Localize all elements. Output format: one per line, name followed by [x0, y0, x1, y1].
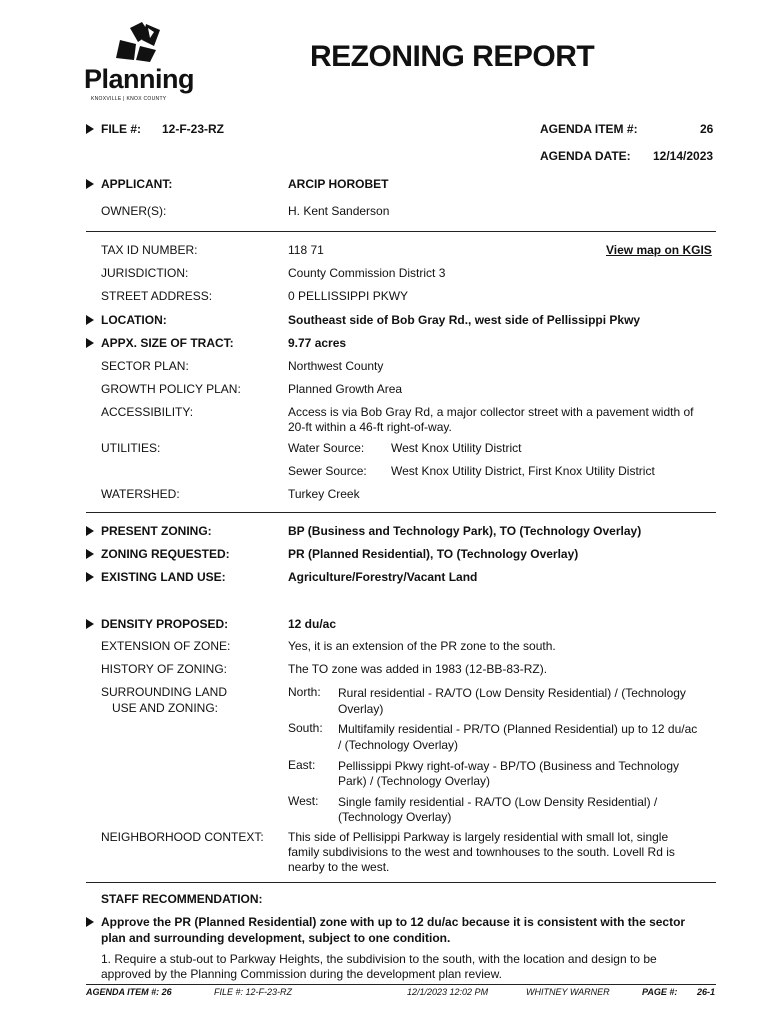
- neighborhood-context-line-3: nearby to the west.: [288, 860, 390, 874]
- watershed-label: WATERSHED:: [101, 487, 180, 501]
- present-zoning-arrow-icon: [86, 526, 94, 536]
- sector-plan-label: SECTOR PLAN:: [101, 359, 189, 373]
- recommendation-line-2: plan and surrounding development, subject to one condition.: [101, 931, 451, 945]
- west-line-2: (Technology Overlay): [338, 810, 452, 824]
- footer-page-value: 26-1: [697, 987, 716, 997]
- existing-land-use-label: EXISTING LAND USE:: [101, 570, 226, 584]
- sewer-source-value: West Knox Utility District, First Knox Utility District: [391, 464, 655, 478]
- tax-id-label: TAX ID NUMBER:: [101, 243, 198, 257]
- neighborhood-context-line-1: This side of Pellisippi Parkway is largely residential with small lot, single: [288, 830, 669, 844]
- north-line-1: Rural residential - RA/TO (Low Density Residential) / (Technology: [338, 686, 686, 700]
- footer-file: FILE #: 12-F-23-RZ: [214, 987, 293, 997]
- footer-page-label: PAGE #:: [642, 987, 678, 997]
- planning-logo-mark-icon: [110, 20, 170, 64]
- west-label: West:: [288, 794, 319, 808]
- tax-id-value: 118 71: [288, 243, 324, 257]
- density-proposed-arrow-icon: [86, 619, 94, 629]
- footer-divider: [86, 984, 716, 985]
- file-value: 12-F-23-RZ: [162, 122, 225, 136]
- water-source-label: Water Source:: [288, 441, 365, 455]
- tract-size-arrow-icon: [86, 338, 94, 348]
- extension-of-zone-label: EXTENSION OF ZONE:: [101, 639, 231, 653]
- sewer-source-label: Sewer Source:: [288, 464, 367, 478]
- footer-agenda-item: AGENDA ITEM #: 26: [86, 987, 172, 997]
- accessibility-line-2: 20-ft within a 46-ft right-of-way.: [288, 420, 452, 434]
- watershed-value: Turkey Creek: [288, 487, 360, 501]
- condition-line-2: approved by the Planning Commission during the development plan review.: [101, 967, 502, 981]
- accessibility-line-1: Access is via Bob Gray Rd, a major collector street with a pavement width of: [288, 405, 694, 419]
- applicant-value: ARCIP HOROBET: [288, 177, 389, 191]
- density-proposed-value: 12 du/ac: [288, 617, 337, 631]
- divider: [86, 231, 716, 232]
- jurisdiction-value: County Commission District 3: [288, 266, 446, 280]
- location-value: Southeast side of Bob Gray Rd., west side of Pellissippi Pkwy: [288, 313, 641, 327]
- street-address-value: 0 PELLISSIPPI PKWY: [288, 289, 409, 303]
- surrounding-label-line-2: USE AND ZONING:: [112, 701, 219, 715]
- existing-land-use-arrow-icon: [86, 572, 94, 582]
- file-arrow-icon: [86, 124, 94, 134]
- condition-line-1: 1. Require a stub-out to Parkway Heights, the subdivision to the south, with the location and design to be: [101, 952, 657, 966]
- density-proposed-label: DENSITY PROPOSED:: [101, 617, 229, 631]
- report-title: REZONING REPORT: [310, 40, 595, 73]
- sector-plan-value: Northwest County: [288, 359, 384, 373]
- agenda-date-label: AGENDA DATE:: [540, 149, 631, 163]
- footer-timestamp: 12/1/2023 12:02 PM: [407, 987, 489, 997]
- divider: [86, 512, 716, 513]
- north-line-2: Overlay): [338, 702, 384, 716]
- accessibility-label: ACCESSIBILITY:: [101, 405, 194, 419]
- agenda-item-label: AGENDA ITEM #:: [540, 122, 638, 136]
- present-zoning-value: BP (Business and Technology Park), TO (Technology Overlay): [288, 524, 642, 538]
- planning-logo: [84, 20, 194, 102]
- location-label: LOCATION:: [101, 313, 167, 327]
- west-line-1: Single family residential - RA/TO (Low Density Residential) /: [338, 795, 658, 809]
- history-of-zoning-label: HISTORY OF ZONING:: [101, 662, 228, 676]
- extension-of-zone-value: Yes, it is an extension of the PR zone to the south.: [288, 639, 556, 653]
- jurisdiction-label: JURISDICTION:: [101, 266, 189, 280]
- tract-size-label: APPX. SIZE OF TRACT:: [101, 336, 234, 350]
- south-line-1: Multifamily residential - PR/TO (Planned Residential) up to 12 du/ac: [338, 722, 698, 736]
- tract-size-value: 9.77 acres: [288, 336, 347, 350]
- applicant-label: APPLICANT:: [101, 177, 173, 191]
- utilities-label: UTILITIES:: [101, 441, 161, 455]
- history-of-zoning-value: The TO zone was added in 1983 (12-BB-83-RZ).: [288, 662, 548, 676]
- growth-policy-label: GROWTH POLICY PLAN:: [101, 382, 241, 396]
- staff-recommendation-heading: STAFF RECOMMENDATION:: [101, 892, 263, 906]
- view-map-link[interactable]: View map on KGIS: [606, 243, 712, 257]
- south-label: South:: [288, 721, 323, 735]
- divider: [86, 882, 716, 883]
- east-label: East:: [288, 758, 316, 772]
- file-label: FILE #:: [101, 122, 142, 136]
- surrounding-label-line-1: SURROUNDING LAND: [101, 685, 228, 699]
- agenda-date-value: 12/14/2023: [653, 149, 714, 163]
- east-line-1: Pellissippi Pkwy right-of-way - BP/TO (Business and Technology: [338, 759, 680, 773]
- zoning-requested-label: ZONING REQUESTED:: [101, 547, 230, 561]
- existing-land-use-value: Agriculture/Forestry/Vacant Land: [288, 570, 478, 584]
- recommendation-arrow-icon: [86, 917, 94, 927]
- footer-author: WHITNEY WARNER: [526, 987, 610, 997]
- south-line-2: / (Technology Overlay): [338, 738, 459, 752]
- zoning-requested-arrow-icon: [86, 549, 94, 559]
- logo-tagline: KNOXVILLE | KNOX COUNTY: [91, 96, 167, 102]
- growth-policy-value: Planned Growth Area: [288, 382, 403, 396]
- street-address-label: STREET ADDRESS:: [101, 289, 213, 303]
- applicant-arrow-icon: [86, 179, 94, 189]
- neighborhood-context-label: NEIGHBORHOOD CONTEXT:: [101, 830, 264, 844]
- owner-value: H. Kent Sanderson: [288, 204, 390, 218]
- north-label: North:: [288, 685, 321, 699]
- recommendation-line-1: Approve the PR (Planned Residential) zone with up to 12 du/ac because it is consistent with the sector: [101, 915, 686, 929]
- present-zoning-label: PRESENT ZONING:: [101, 524, 212, 538]
- logo-name: Planning: [84, 64, 194, 94]
- location-arrow-icon: [86, 315, 94, 325]
- east-line-2: Park) / (Technology Overlay): [338, 774, 491, 788]
- neighborhood-context-line-2: family subdivisions to the west and townhouses to the south. Lovell Rd is: [288, 845, 675, 859]
- agenda-item-value: 26: [700, 122, 714, 136]
- water-source-value: West Knox Utility District: [391, 441, 522, 455]
- zoning-requested-value: PR (Planned Residential), TO (Technology Overlay): [288, 547, 579, 561]
- owner-label: OWNER(S):: [101, 204, 167, 218]
